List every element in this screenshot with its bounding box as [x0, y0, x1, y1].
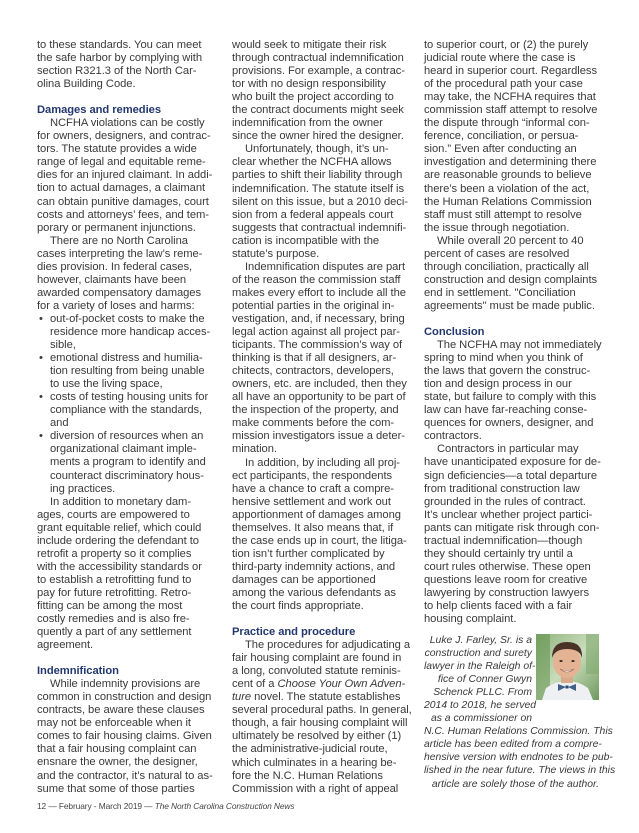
text-line: ference, conciliation, or persua- [424, 130, 579, 143]
text-line: to superior court, or (2) the purely [424, 39, 589, 51]
article-column-3 [424, 39, 619, 626]
text-line: percent of cases are resolved [424, 247, 570, 260]
text-line: as a commissioner on [430, 713, 532, 725]
text-line: dies provision. In federal cases, [37, 260, 193, 273]
text-line: potential parties in the original in- [232, 299, 395, 312]
text-line: which culminates in a hearing be- [232, 756, 397, 769]
text-line: • diversion of resources when an [37, 430, 217, 443]
publication-name: The North Carolina Construction News [154, 801, 295, 811]
text-line: cation is incompatible with the [232, 234, 380, 247]
text-line: of the reason the commission staff [232, 273, 401, 286]
text-line: damages can be apportioned [232, 573, 376, 586]
text-line: • costs of testing housing units for [37, 391, 217, 404]
text-line: to help clients faced with a fair [424, 599, 573, 612]
text-line: tion to actual damages, a claimant [37, 182, 206, 195]
practice-paragraph-1 [232, 639, 432, 796]
text-line: The procedures for adjudicating a [245, 639, 411, 652]
text-line: the case ends up in court, the litiga- [232, 534, 407, 547]
text-line: grant equitable relief, which could [37, 521, 202, 534]
text-line: In addition to monetary dam- [50, 495, 192, 508]
text-line: agreement. [37, 639, 94, 652]
text-line: vestigation, and, if necessary, bring [232, 312, 405, 325]
text-line: counteract discriminatory hous- [50, 469, 204, 482]
text-line: ments a program to identify and [50, 456, 206, 469]
text-line: heard in superior court. Regardless [424, 65, 597, 78]
intro-paragraph [37, 39, 217, 91]
text-line: suggests that contractual indemnifi- [232, 221, 407, 234]
text-line: tion isn’t further complicated by [232, 547, 385, 560]
practice-paragraph-3 [424, 235, 619, 313]
text-line: to establish a retrofitting fund to [37, 573, 192, 586]
text-line: mination. [232, 443, 277, 456]
text-line: though, a fair housing complaint will [232, 717, 408, 730]
text-line: statute’s purpose. [232, 247, 320, 260]
text-line: through conciliation, practically all [424, 260, 589, 273]
text-line [232, 678, 432, 691]
text-line: themselves. It also means that, if [232, 521, 394, 534]
text-line: tion and design process in our [424, 378, 572, 391]
text-line: ensnare the owner, the designer, [37, 756, 198, 769]
text-line: however, claimants have been [37, 273, 187, 286]
text-line: residence more handicap acces- [50, 325, 211, 338]
text-line: the contract documents might seek [232, 104, 404, 117]
text-line: questions leave room for creative [424, 573, 588, 586]
text-line: court rules otherwise. These open [424, 560, 591, 573]
text-line: the dispute through “informal con- [424, 117, 590, 130]
author-photo [536, 634, 599, 700]
text-line: ect participants, the respondents [232, 469, 393, 482]
section-heading-damages: Damages and remedies [37, 104, 161, 117]
text-line: to these standards. You can meet [37, 39, 202, 51]
text-line: porary or permanent injunctions. [37, 221, 196, 234]
text-line: ticipants. The commission’s way of [232, 339, 403, 352]
text-line: there’s been a violation of the act, [424, 182, 590, 195]
text-line: ultimately be resolved by either (1) [232, 730, 402, 743]
text-line: fair housing complaint are found in [232, 652, 402, 665]
text-line: may not be enforceable when it [37, 717, 191, 730]
indemnification-paragraph-2 [232, 39, 432, 143]
damages-paragraph-1 [37, 117, 217, 234]
text-line: quences for owners, designer, and [424, 417, 594, 430]
text-line: fitting can be among the most [37, 599, 183, 612]
text-line: they should certainly try until a [424, 547, 573, 560]
text-line: judicial route where the case is [424, 52, 576, 65]
damages-bullet-list [37, 313, 217, 496]
text-line: lished in the near future. The views in this [424, 765, 616, 777]
text-line: pay for future retrofitting. Retro- [37, 586, 192, 599]
page-number: 12 [37, 801, 47, 811]
text-line: have a chance to craft a compre- [232, 482, 394, 495]
text-line: grounded in the rules of contract. [424, 495, 586, 508]
text-line: makes every effort to include all the [232, 286, 406, 299]
text-line: quently a part of any settlement [37, 626, 192, 639]
text-fragment: novel. The statute establishes [251, 691, 401, 704]
issue-date: February - March 2019 [58, 801, 142, 811]
text-line: among the various defendants as [232, 586, 396, 599]
text-line: to use the living space, [50, 378, 163, 391]
text-line: provisions. For example, a contrac- [232, 65, 405, 78]
text-line: owners, etc. are included, then they [232, 378, 407, 391]
text-line: the administrative-judicial route, [232, 743, 388, 756]
text-line: silent on this issue, but a 2010 deci- [232, 195, 408, 208]
text-line: sion.” Even after conducting an [424, 143, 577, 156]
text-line: staff must still attempt to resolve [424, 208, 582, 221]
section-heading-conclusion: Conclusion [424, 325, 485, 338]
page-footer [37, 801, 294, 811]
text-line: legal action against all project par- [232, 326, 400, 339]
section-heading-practice: Practice and procedure [232, 626, 356, 639]
text-line: housing complaint. [424, 613, 517, 626]
text-line: a long, convoluted statute reminis- [232, 665, 401, 678]
text-line: may take, the NCFHA requires that [424, 91, 596, 104]
text-line: the Human Relations Commission [424, 195, 592, 208]
text-line: with the accessibility standards or [37, 560, 202, 573]
text-line: tion resulting from being unable [50, 365, 205, 378]
text-line: The NCFHA may not immediately [437, 339, 602, 352]
text-line: cases interpreting the law’s reme- [37, 247, 203, 260]
indemnification-paragraph-5 [232, 457, 432, 614]
text-line: the laws that govern the construc- [424, 365, 591, 378]
text-line: apportionment of damages among [232, 508, 401, 521]
book-title-italic: ture [232, 691, 252, 704]
indemnification-paragraph-4 [232, 261, 432, 457]
text-line: contractors. [424, 430, 482, 443]
separator: — [46, 801, 59, 811]
text-line: mission investigators issue a deter- [232, 430, 405, 443]
text-line: chitects, contractors, developers, [232, 365, 394, 378]
text-line: costs and attorneys’ fees, and tem- [37, 208, 209, 221]
text-line: all have an opportunity to be part of [232, 391, 406, 404]
text-line: tractual indemnification—though [424, 534, 583, 547]
text-line: comes to fair housing claims. Given [37, 730, 212, 743]
text-line: tor with no design responsibility [232, 78, 386, 91]
text-line: While indemnity provisions are [50, 678, 201, 691]
text-line: • emotional distress and humilia- [37, 352, 217, 365]
text-line: make comments before the com- [232, 417, 395, 430]
text-line: While overall 20 percent to 40 [437, 234, 584, 247]
text-line: that a fair housing complaint can [37, 743, 197, 756]
text-line: commission staff attempt to resolve [424, 104, 598, 117]
text-line: clear whether the NCFHA allows [232, 156, 392, 169]
text-line: organizational claimant imple- [50, 443, 197, 456]
text-line: would seek to mitigate their risk [232, 39, 387, 51]
text-line: the issue through negotiation. [424, 221, 570, 234]
text-line: tors. The statute provides a wide [37, 143, 197, 156]
text-line: parties to shift their liability through [232, 169, 403, 182]
text-line: Contractors in particular may [437, 443, 579, 456]
text-line: can obtain punitive damages, court [37, 195, 209, 208]
text-line: third-party indemnity actions, and [232, 560, 396, 573]
text-line: It’s unclear whether project partici- [424, 508, 593, 521]
text-line: sible, [50, 339, 76, 352]
text-line: thinking is that if all designers, ar- [232, 352, 397, 365]
text-line: investigation and determining there [424, 156, 597, 169]
text-line: dies for an injured claimant. In addi- [37, 169, 213, 182]
author-bio-bottom [424, 725, 616, 790]
text-line: and the contractor, it’s natural to as- [37, 769, 213, 782]
text-line: Commission with a right of appeal [232, 782, 399, 795]
text-line: awarded compensatory damages [37, 286, 202, 299]
text-line: spring to mind when you think of [424, 352, 583, 365]
text-line: There are no North Carolina [50, 234, 188, 247]
text-line: ing practices. [50, 482, 116, 495]
text-line: and [50, 417, 69, 430]
bullet-item [37, 352, 217, 391]
text-line: Unfortunately, though, it’s un- [245, 143, 389, 156]
text-line: construction and design complaints [424, 273, 598, 286]
bullet-item [37, 391, 217, 430]
text-line: state, but failure to comply with this [424, 391, 597, 404]
practice-paragraph-2 [424, 39, 619, 235]
text-line: construction and surety [424, 648, 532, 660]
text-line: common in construction and design [37, 691, 212, 704]
text-line: contracts, be aware these clauses [37, 704, 205, 717]
text-line: through contractual indemnification [232, 52, 404, 65]
article-column-2 [232, 39, 432, 796]
text-line: of the procedural path your case [424, 78, 583, 91]
article-column-1 [37, 39, 217, 796]
text-line: several procedural paths. In general, [232, 704, 412, 717]
text-line: N.C. Human Relations Commission. This [424, 726, 613, 738]
text-line: indemnification from the owner [232, 117, 383, 130]
text-line: Schenck PLLC. From [433, 687, 532, 699]
book-title-italic: Choose Your Own Adven- [277, 678, 406, 691]
text-line: sume that some of those parties [37, 782, 195, 795]
text-line: article are solely those of the author. [431, 778, 599, 790]
text-fragment: cent of a [232, 678, 278, 691]
text-line: sion from a federal appeals court [232, 208, 394, 221]
bullet-item [37, 430, 217, 495]
text-line: Indemnification disputes are part [245, 260, 406, 273]
conclusion-paragraph-1 [424, 339, 619, 443]
conclusion-paragraph-2 [424, 443, 619, 626]
text-line: who built the project according to [232, 91, 394, 104]
text-line: In addition, by including all proj- [245, 456, 400, 469]
text-line: the safe harbor by complying with [37, 52, 203, 65]
text-line: include ordering the defendant to [37, 534, 199, 547]
text-line: 2014 to 2018, he served [424, 700, 537, 712]
text-line: pants can mitigate risk through con- [424, 521, 600, 534]
author-bio-top [424, 634, 537, 725]
text-line: lawyering by construction lawyers [424, 586, 589, 599]
text-line: olina Building Code. [37, 78, 136, 91]
text-line: indemnification. The statute itself is [232, 182, 405, 195]
text-line: lawyer in the Raleigh of- [424, 661, 536, 673]
text-line: hensive settlement and work out [232, 495, 391, 508]
text-line: have unanticipated exposure for de- [424, 456, 601, 469]
text-line: end in settlement. "Conciliation [424, 286, 576, 299]
separator: — [141, 801, 155, 811]
text-line: the court finds appropriate. [232, 600, 364, 613]
text-line: for owners, designers, and contrac- [37, 130, 211, 143]
text-line: hensive version with endnotes to be pub- [424, 752, 613, 764]
text-line: are reasonable grounds to believe [424, 169, 592, 182]
text-line: section R321.3 of the North Car- [37, 65, 197, 78]
text-line: compliance with the standards, [50, 404, 203, 417]
text-line: Luke J. Farley, Sr. is a [429, 635, 532, 646]
text-line: retrofit a property so it complies [37, 547, 192, 560]
text-line: sign deficiencies—a total departure [424, 469, 598, 482]
text-line: since the owner hired the designer. [232, 130, 404, 143]
text-line: ages, courts are empowered to [37, 508, 190, 521]
text-line: article has been edited from a compre- [424, 739, 602, 751]
text-line: fore the N.C. Human Relations [232, 769, 383, 782]
text-line: the inspection of the property, and [232, 404, 399, 417]
section-heading-indemnification: Indemnification [37, 665, 119, 678]
text-line: range of legal and equitable reme- [37, 156, 206, 169]
text-line: from traditional construction law [424, 482, 580, 495]
bullet-item [37, 313, 217, 352]
damages-paragraph-3 [37, 496, 217, 653]
indemnification-paragraph-1 [37, 678, 217, 795]
text-line: law can have far-reaching conse- [424, 404, 588, 417]
text-line: fice of Conner Gwyn [437, 674, 532, 686]
text-line: NCFHA violations can be costly [50, 117, 205, 130]
indemnification-paragraph-3 [232, 143, 432, 260]
text-line: costly remedies and is also fre- [37, 613, 190, 626]
text-line: agreements" must be made public. [424, 299, 595, 312]
text-line: • out-of-pocket costs to make the [37, 313, 217, 326]
text-line: for a variety of loses and harms: [37, 299, 195, 312]
damages-paragraph-2 [37, 235, 217, 313]
text-line [232, 691, 432, 704]
